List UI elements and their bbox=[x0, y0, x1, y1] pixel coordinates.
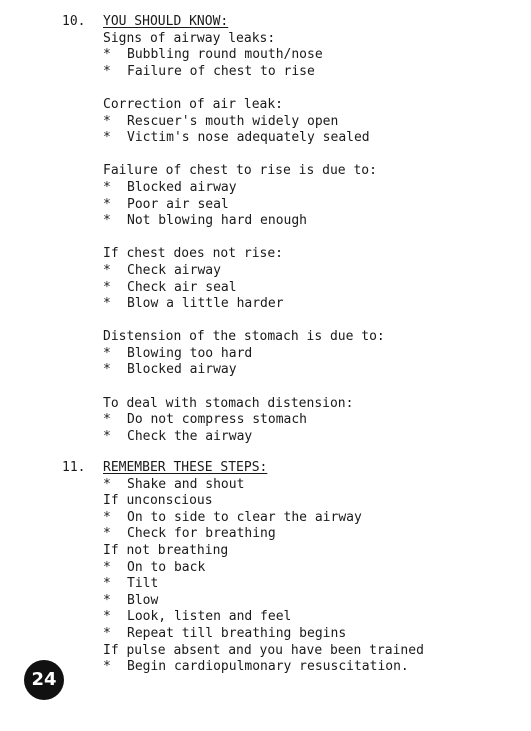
bullet-item bbox=[103, 130, 523, 147]
bullet-star: * bbox=[103, 412, 111, 428]
paragraph-gap bbox=[103, 147, 523, 164]
bullet-item bbox=[103, 213, 523, 230]
paragraph-gap bbox=[103, 230, 523, 247]
bullet-item bbox=[103, 593, 523, 610]
bullet-item bbox=[103, 609, 523, 626]
bullet-text: On to side to clear the airway bbox=[127, 509, 362, 525]
bullet-item bbox=[103, 576, 523, 593]
text-line: If chest does not rise: bbox=[103, 246, 284, 262]
bullet-text: Blow bbox=[127, 592, 159, 608]
bullet-text: Look, listen and feel bbox=[127, 609, 292, 625]
section-body bbox=[103, 460, 523, 676]
bullet-item bbox=[103, 263, 523, 280]
bullet-text: Tilt bbox=[127, 576, 159, 592]
bullet-item bbox=[103, 477, 523, 494]
bullet-star: * bbox=[103, 179, 111, 195]
text-line: If pulse absent and you have been trained bbox=[103, 642, 424, 658]
bullet-star: * bbox=[103, 279, 111, 295]
bullet-star: * bbox=[103, 262, 111, 278]
bullet-star: * bbox=[103, 130, 111, 146]
bullet-star: * bbox=[103, 659, 111, 675]
bullet-item bbox=[103, 197, 523, 214]
bullet-star: * bbox=[103, 592, 111, 608]
bullet-text: Blow a little harder bbox=[127, 296, 284, 312]
bullet-item bbox=[103, 429, 523, 446]
bullet-text: Begin cardiopulmonary resuscitation. bbox=[127, 659, 409, 675]
bullet-text: Do not compress stomach bbox=[127, 412, 308, 428]
bullet-star: * bbox=[103, 509, 111, 525]
bullet-star: * bbox=[103, 296, 111, 312]
bullet-text: Rescuer's mouth widely open bbox=[127, 113, 339, 129]
bullet-item bbox=[103, 659, 523, 676]
bullet-item bbox=[103, 560, 523, 577]
bullet-text: Check air seal bbox=[127, 279, 237, 295]
bullet-text: Blocked airway bbox=[127, 362, 237, 378]
bullet-item bbox=[103, 280, 523, 297]
section-heading: YOU SHOULD KNOW: bbox=[103, 14, 229, 29]
bullet-item bbox=[103, 114, 523, 131]
bullet-text: Check airway bbox=[127, 262, 221, 278]
bullet-text: Victim's nose adequately sealed bbox=[127, 130, 370, 146]
bullet-star: * bbox=[103, 576, 111, 592]
text-line: Signs of airway leaks: bbox=[103, 30, 276, 46]
bullet-star: * bbox=[103, 345, 111, 361]
text-line: Failure of chest to rise is due to: bbox=[103, 163, 377, 179]
bullet-star: * bbox=[103, 476, 111, 492]
section-lines bbox=[103, 31, 523, 446]
bullet-star: * bbox=[103, 428, 111, 444]
bullet-star: * bbox=[103, 47, 111, 63]
bullet-item bbox=[103, 526, 523, 543]
bullet-star: * bbox=[103, 526, 111, 542]
bullet-text: Repeat till breathing begins bbox=[127, 625, 347, 641]
bullet-item bbox=[103, 362, 523, 379]
section-number: 10. bbox=[62, 14, 86, 29]
bullet-text: Blocked airway bbox=[127, 179, 237, 195]
bullet-star: * bbox=[103, 196, 111, 212]
bullet-item bbox=[103, 626, 523, 643]
bullet-text: Not blowing hard enough bbox=[127, 213, 308, 229]
bullet-text: Check the airway bbox=[127, 428, 253, 444]
text-line: To deal with stomach distension: bbox=[103, 395, 354, 411]
bullet-star: * bbox=[103, 213, 111, 229]
bullet-text: Poor air seal bbox=[127, 196, 229, 212]
bullet-item bbox=[103, 412, 523, 429]
bullet-star: * bbox=[103, 113, 111, 129]
bullet-star: * bbox=[103, 362, 111, 378]
paragraph-gap bbox=[103, 379, 523, 396]
bullet-star: * bbox=[103, 609, 111, 625]
bullet-star: * bbox=[103, 625, 111, 641]
text-line: If unconscious bbox=[103, 493, 213, 509]
bullet-text: Blowing too hard bbox=[127, 345, 253, 361]
bullet-star: * bbox=[103, 559, 111, 575]
bullet-text: Shake and shout bbox=[127, 476, 245, 492]
text-line: If not breathing bbox=[103, 542, 229, 558]
bullet-text: Failure of chest to rise bbox=[127, 63, 315, 79]
bullet-star: * bbox=[103, 63, 111, 79]
section-heading: REMEMBER THESE STEPS: bbox=[103, 460, 268, 475]
bullet-text: On to back bbox=[127, 559, 206, 575]
bullet-item bbox=[103, 296, 523, 313]
section-number: 11. bbox=[62, 460, 86, 475]
section-lines bbox=[103, 477, 523, 676]
bullet-item bbox=[103, 64, 523, 81]
bullet-item bbox=[103, 47, 523, 64]
section-body bbox=[103, 14, 523, 445]
text-line: Distension of the stomach is due to: bbox=[103, 329, 385, 345]
page-number-badge: 24 bbox=[24, 660, 64, 700]
bullet-text: Bubbling round mouth/nose bbox=[127, 47, 323, 63]
bullet-item bbox=[103, 510, 523, 527]
bullet-text: Check for breathing bbox=[127, 526, 276, 542]
bullet-item bbox=[103, 346, 523, 363]
text-line: Correction of air leak: bbox=[103, 96, 284, 112]
bullet-item bbox=[103, 180, 523, 197]
paragraph-gap bbox=[103, 80, 523, 97]
paragraph-gap bbox=[103, 313, 523, 330]
